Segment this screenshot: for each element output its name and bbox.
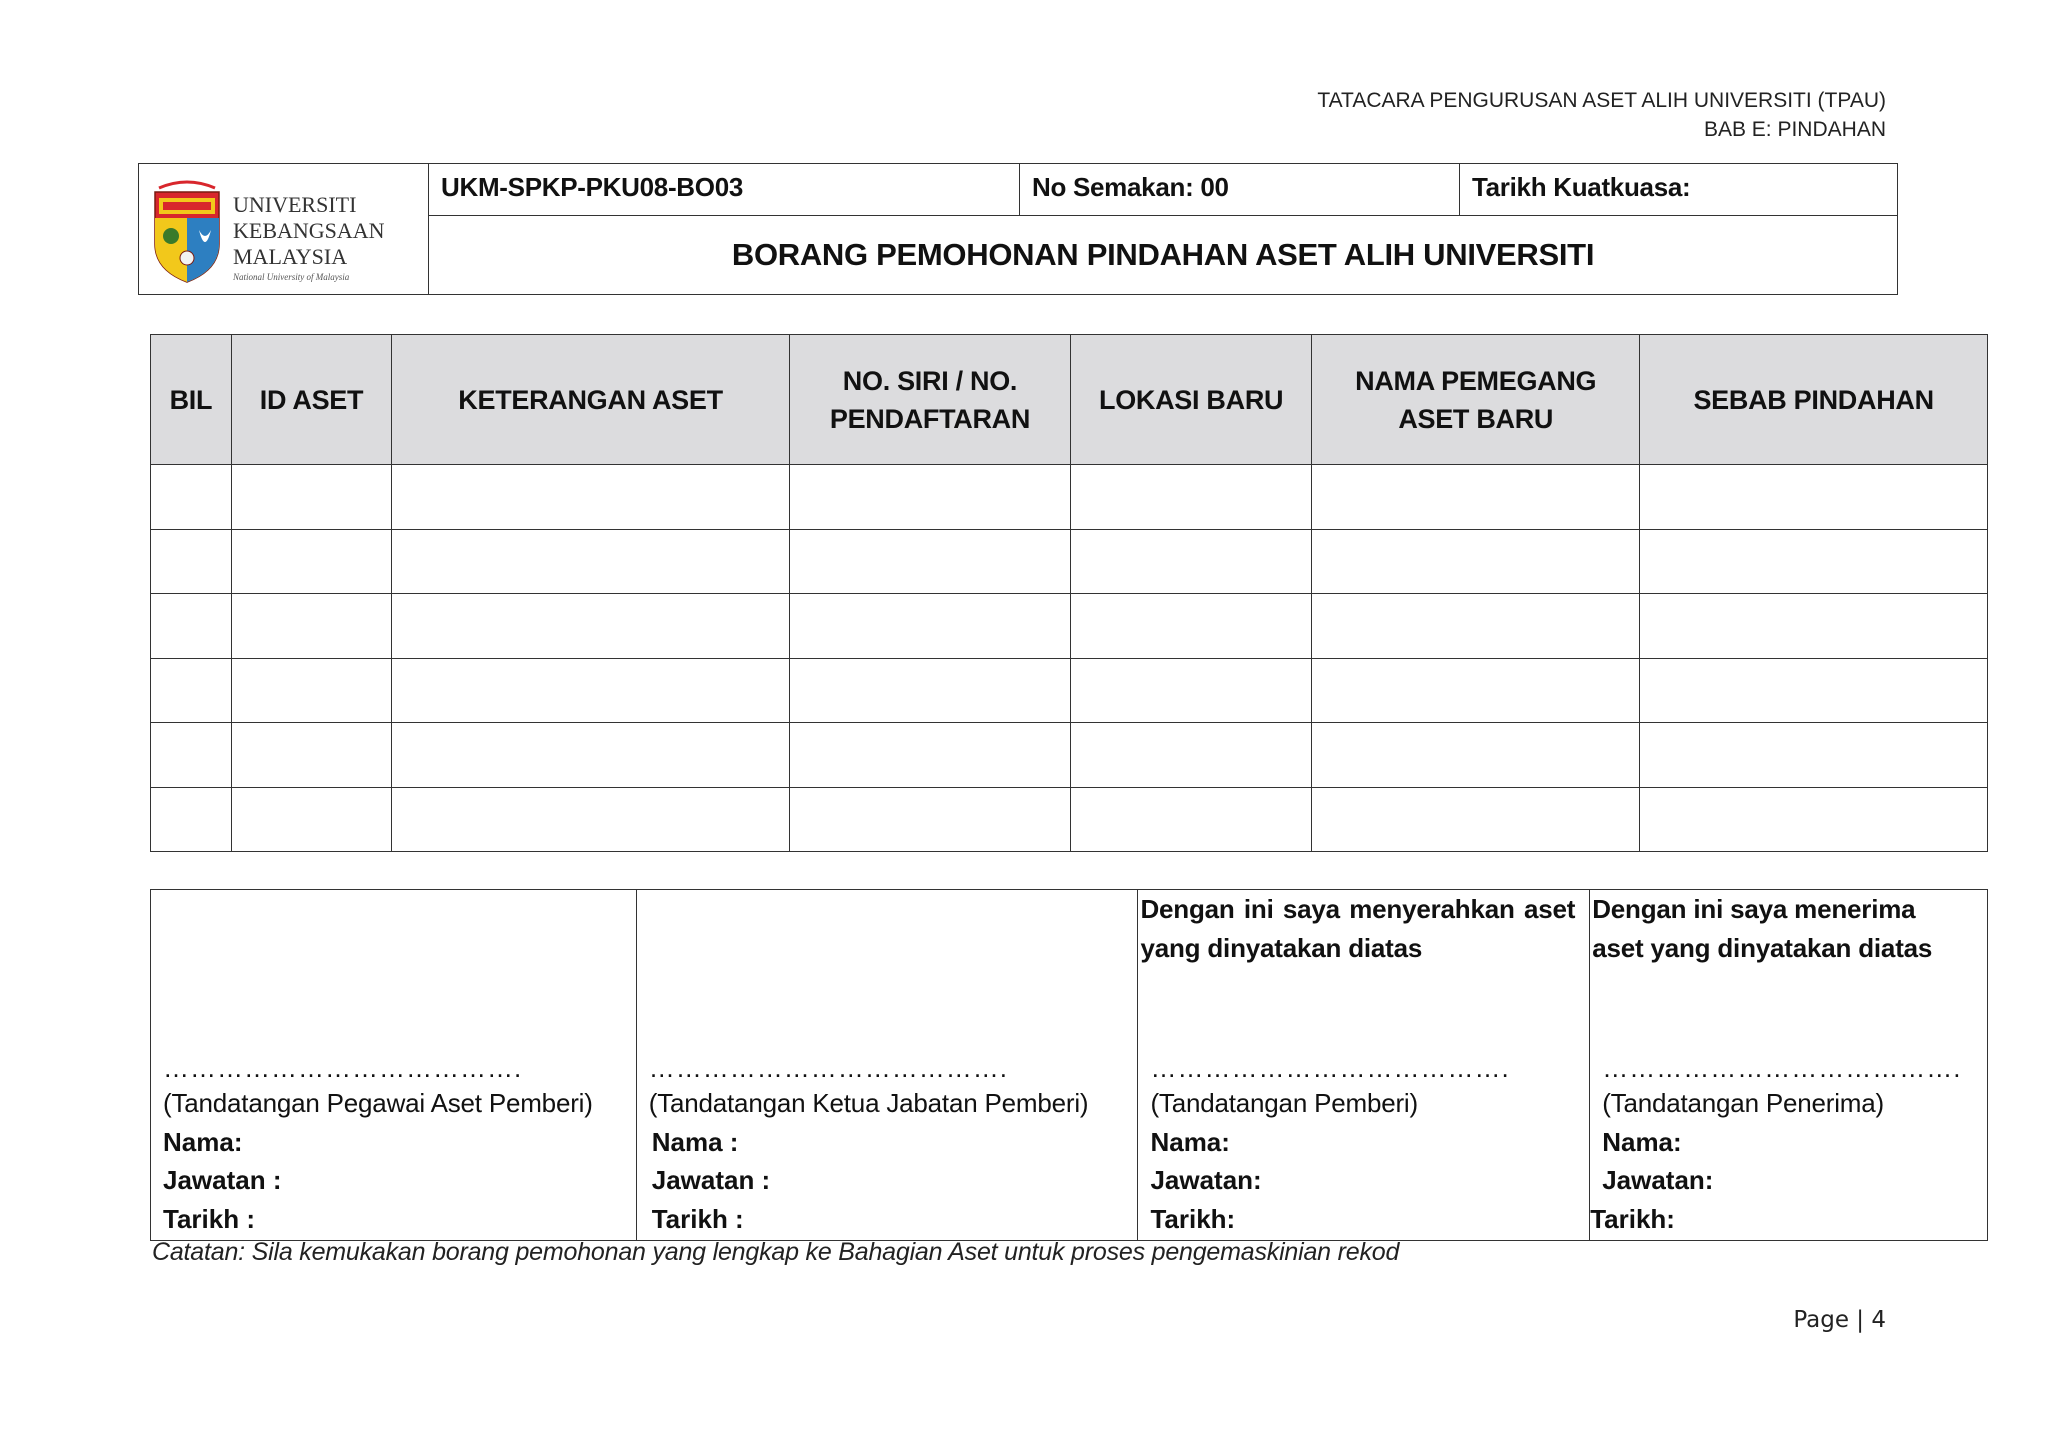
running-header-title: TATACARA PENGURUSAN ASET ALIH UNIVERSITI (TPAU)	[1317, 89, 1886, 112]
table-cell[interactable]	[1640, 723, 1988, 788]
signature-table	[150, 889, 1988, 1241]
table-cell[interactable]	[1071, 723, 1312, 788]
table-cell[interactable]	[1640, 658, 1988, 723]
table-cell[interactable]	[789, 658, 1070, 723]
form-title: BORANG PEMOHONAN PINDAHAN ASET ALIH UNIVERSITI	[731, 237, 1595, 272]
table-cell[interactable]	[231, 529, 391, 594]
table-row	[151, 658, 1988, 723]
table-cell[interactable]	[151, 529, 232, 594]
table-cell[interactable]	[392, 529, 790, 594]
table-cell[interactable]	[789, 787, 1070, 852]
table-cell[interactable]	[392, 465, 790, 530]
signature-caption: (Tandatangan Penerima)	[1602, 1088, 1884, 1118]
signature-cell-receiver	[1590, 890, 1988, 1241]
revision-number: No Semakan: 00	[1020, 164, 1460, 216]
table-cell[interactable]	[1640, 594, 1988, 659]
asset-transfer-table	[150, 334, 1988, 852]
date-field[interactable]: Tarikh:	[1590, 1203, 1675, 1234]
table-cell[interactable]	[1640, 787, 1988, 852]
table-cell[interactable]	[789, 723, 1070, 788]
column-header-bil: BIL	[151, 335, 232, 465]
table-cell[interactable]	[392, 723, 790, 788]
table-cell[interactable]	[231, 594, 391, 659]
footnote: Catatan: Sila kemukakan borang pemohonan yang lengkap ke Bahagian Aset untuk proses pengemaskinian rekod	[152, 1238, 1400, 1266]
logo-cell	[139, 164, 429, 294]
table-cell[interactable]	[789, 529, 1070, 594]
name-field[interactable]: Nama :	[651, 1126, 739, 1157]
position-field[interactable]: Jawatan:	[1150, 1165, 1262, 1195]
table-cell[interactable]	[1312, 658, 1640, 723]
running-header	[1317, 86, 1886, 144]
effective-date: Tarikh Kuatkuasa:	[1460, 164, 1897, 216]
page-number: Page | 4	[1793, 1307, 1886, 1333]
table-cell[interactable]	[1071, 465, 1312, 530]
table-cell[interactable]	[151, 723, 232, 788]
logo-line-universiti: UNIVERSITI	[233, 192, 357, 217]
signature-block	[163, 1052, 630, 1238]
table-row	[151, 529, 1988, 594]
signature-line[interactable]: ………………………………….	[1602, 1053, 1962, 1083]
table-cell[interactable]	[1312, 594, 1640, 659]
position-field[interactable]: Jawatan :	[651, 1165, 771, 1195]
position-field[interactable]: Jawatan :	[163, 1165, 282, 1195]
name-field[interactable]: Nama:	[1602, 1126, 1682, 1157]
table-cell[interactable]	[151, 787, 232, 852]
table-header-row	[151, 335, 1988, 465]
column-header-id-aset: ID ASET	[231, 335, 391, 465]
table-cell[interactable]	[392, 787, 790, 852]
signature-cell-asset-officer	[151, 890, 637, 1241]
signature-caption: (Tandatangan Pemberi)	[1150, 1088, 1418, 1118]
table-cell[interactable]	[231, 787, 391, 852]
table-cell[interactable]	[1640, 465, 1988, 530]
table-cell[interactable]	[231, 723, 391, 788]
date-field[interactable]: Tarikh :	[163, 1203, 255, 1234]
position-field[interactable]: Jawatan:	[1602, 1165, 1714, 1195]
column-header-no-siri: NO. SIRI / NO. PENDAFTARAN	[789, 335, 1070, 465]
logo-tagline: National University of Malaysia	[233, 272, 350, 282]
date-field[interactable]: Tarikh :	[651, 1203, 744, 1234]
table-cell[interactable]	[1312, 529, 1640, 594]
date-field[interactable]: Tarikh:	[1150, 1203, 1236, 1234]
table-cell[interactable]	[151, 465, 232, 530]
column-header-sebab-pindahan: SEBAB PINDAHAN	[1640, 335, 1988, 465]
receipt-declaration: Dengan ini saya menerima aset yang dinyatakan diatas	[1592, 894, 1933, 963]
table-cell[interactable]	[151, 594, 232, 659]
table-cell[interactable]	[1071, 529, 1312, 594]
signature-row	[151, 890, 1988, 1241]
table-cell[interactable]	[1640, 529, 1988, 594]
signature-line[interactable]: ………………………………….	[648, 1053, 1008, 1083]
handover-declaration: Dengan ini saya menyerahkan aset yang dinyatakan diatas	[1140, 894, 1576, 963]
column-header-keterangan-aset: KETERANGAN ASET	[392, 335, 790, 465]
table-cell[interactable]	[1071, 594, 1312, 659]
form-code: UKM-SPKP-PKU08-BO03	[429, 164, 1020, 216]
table-cell[interactable]	[392, 594, 790, 659]
table-row	[151, 465, 1988, 530]
table-cell[interactable]	[789, 465, 1070, 530]
column-header-nama-pemegang: NAMA PEMEGANG ASET BARU	[1312, 335, 1640, 465]
name-field[interactable]: Nama:	[163, 1126, 243, 1157]
table-cell[interactable]	[1312, 465, 1640, 530]
signature-cell-head-of-department	[636, 890, 1138, 1241]
signature-line[interactable]: ………………………………….	[1150, 1053, 1510, 1083]
table-cell[interactable]	[231, 465, 391, 530]
signature-block	[649, 1052, 1132, 1238]
table-cell[interactable]	[151, 658, 232, 723]
column-header-lokasi-baru: LOKASI BARU	[1071, 335, 1312, 465]
signature-caption: (Tandatangan Ketua Jabatan Pemberi)	[648, 1088, 1089, 1118]
signature-caption: (Tandatangan Pegawai Aset Pemberi)	[163, 1088, 593, 1118]
signature-cell-giver	[1138, 890, 1590, 1241]
table-cell[interactable]	[1312, 723, 1640, 788]
table-cell[interactable]	[1071, 787, 1312, 852]
table-cell[interactable]	[789, 594, 1070, 659]
table-cell[interactable]	[1312, 787, 1640, 852]
ukm-logo-icon	[149, 174, 419, 286]
running-header-chapter: BAB E: PINDAHAN	[1703, 118, 1886, 141]
logo-line-malaysia: MALAYSIA	[233, 244, 348, 269]
document-header	[138, 163, 1898, 295]
table-row	[151, 723, 1988, 788]
logo-line-kebangsaan: KEBANGSAAN	[233, 218, 385, 243]
table-cell[interactable]	[392, 658, 790, 723]
name-field[interactable]: Nama:	[1150, 1126, 1230, 1157]
signature-block	[1150, 1052, 1583, 1238]
table-row	[151, 787, 1988, 852]
signature-block	[1590, 1052, 1981, 1238]
table-row	[151, 594, 1988, 659]
table-cell[interactable]	[231, 658, 391, 723]
signature-line[interactable]: ………………………………….	[163, 1053, 523, 1083]
table-cell[interactable]	[1071, 658, 1312, 723]
